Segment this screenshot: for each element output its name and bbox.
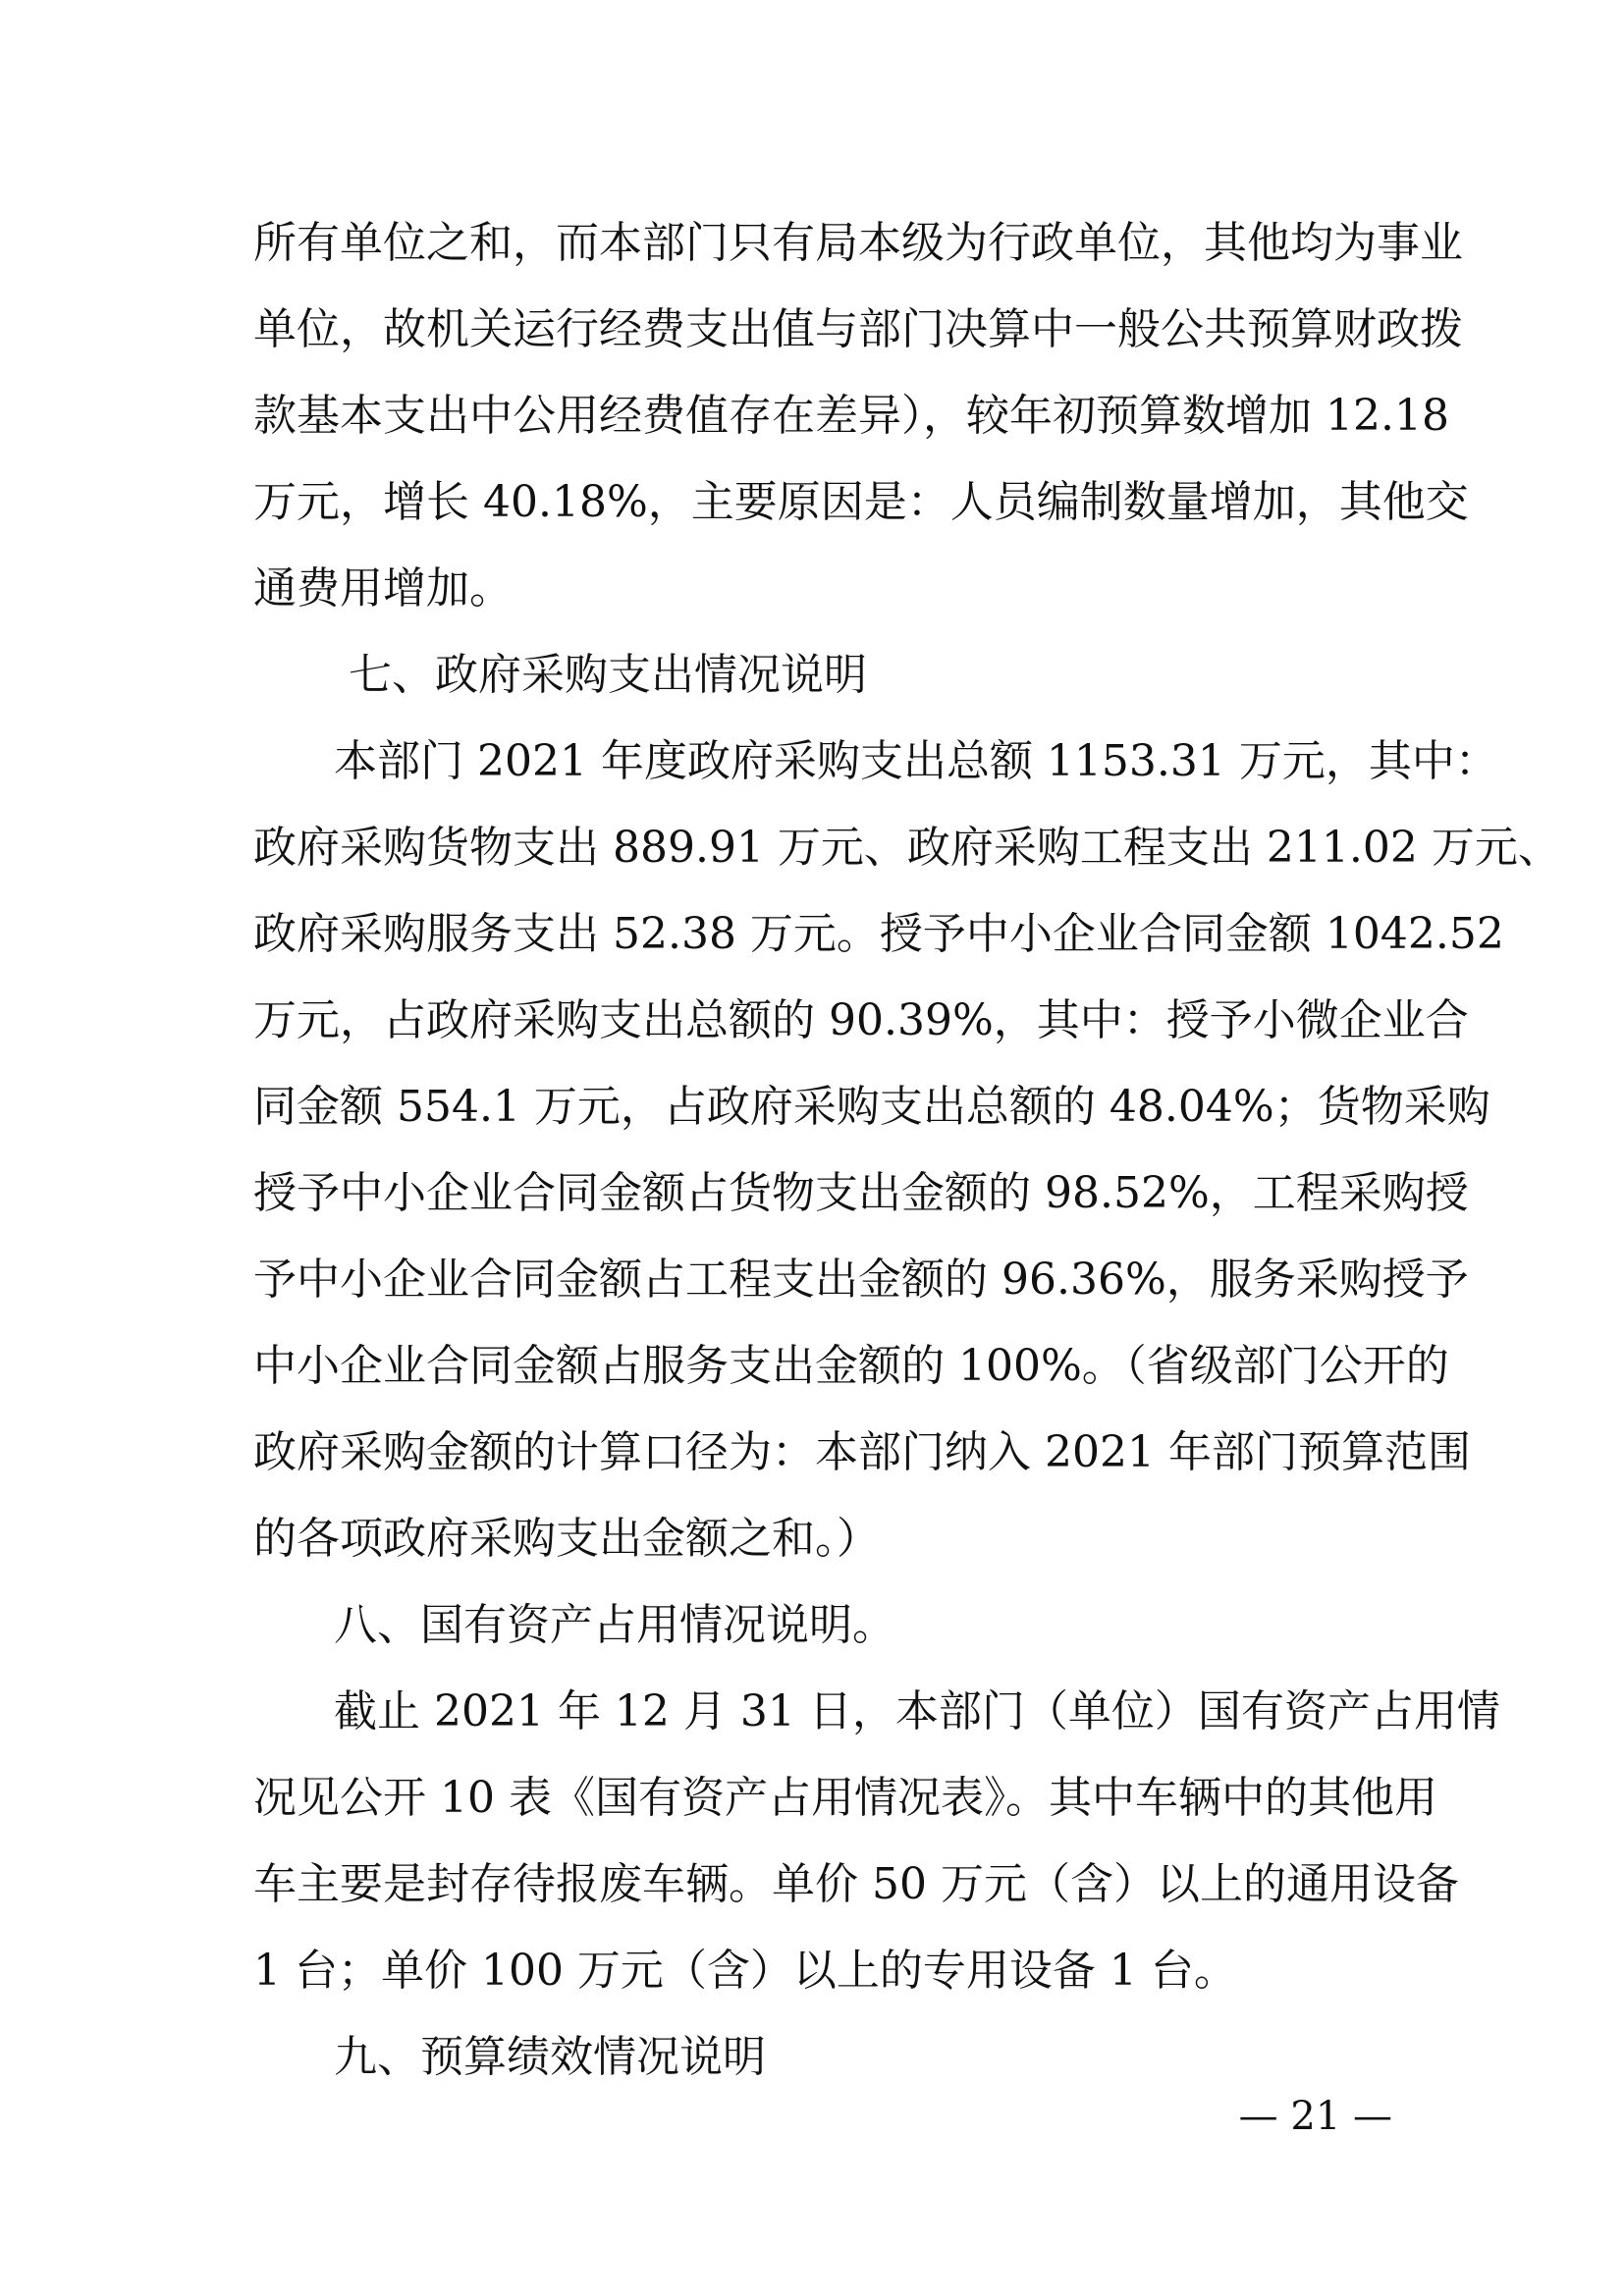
paragraph-line: 政府采购服务支出 52.38 万元。授予中小企业合同金额 1042.52 [253,909,1504,959]
paragraph-line: 截止 2021 年 12 月 31 日，本部门（单位）国有资产占用情 [334,1686,1500,1736]
paragraph-line: 中小企业合同金额占服务支出金额的 100%。（省级部门公开的 [253,1341,1449,1391]
paragraph-line: 万元，增长 40.18%，主要原因是：人员编制数量增加，其他交 [253,477,1469,527]
paragraph-line: 款基本支出中公用经费值存在差异），较年初预算数增加 12.18 [253,391,1449,441]
paragraph-line: 车主要是封存待报废车辆。单价 50 万元（含）以上的通用设备 [253,1859,1459,1909]
paragraph-line: 的各项政府采购支出金额之和。） [253,1514,880,1564]
paragraph-line: 通费用增加。 [253,563,513,614]
paragraph-line: 政府采购货物支出 889.91 万元、政府采购工程支出 211.02 万元、 [253,823,1561,873]
paragraph-line: 本部门 2021 年度政府采购支出总额 1153.31 万元，其中： [334,736,1498,786]
paragraph-line: 所有单位之和，而本部门只有局本级为行政单位，其他均为事业 [253,218,1463,268]
paragraph-line: 单位，故机关运行经费支出值与部门决算中一般公共预算财政拨 [253,304,1463,354]
paragraph-line: 予中小企业合同金额占工程支出金额的 96.36%，服务采购授予 [253,1255,1469,1305]
paragraph-line: 况见公开 10 表《国有资产占用情况表》。其中车辆中的其他用 [253,1773,1437,1823]
paragraph-line: 万元，占政府采购支出总额的 90.39%，其中：授予小微企业合 [253,995,1469,1045]
section-heading-7: 七、政府采购支出情况说明 [349,650,867,700]
paragraph-line: 授予中小企业合同金额占货物支出金额的 98.52%，工程采购授 [253,1168,1469,1218]
paragraph-line: 同金额 554.1 万元，占政府采购支出总额的 48.04%；货物采购 [253,1082,1490,1132]
section-heading-8: 八、国有资产占用情况说明。 [334,1600,895,1650]
section-heading-9: 九、预算绩效情况说明 [334,2032,766,2082]
paragraph-line: 1 台；单价 100 万元（含）以上的专用设备 1 台。 [253,1946,1237,1996]
paragraph-line: 政府采购金额的计算口径为：本部门纳入 2021 年部门预算范围 [253,1427,1471,1477]
page-number: — 21 — [1238,2094,1392,2139]
